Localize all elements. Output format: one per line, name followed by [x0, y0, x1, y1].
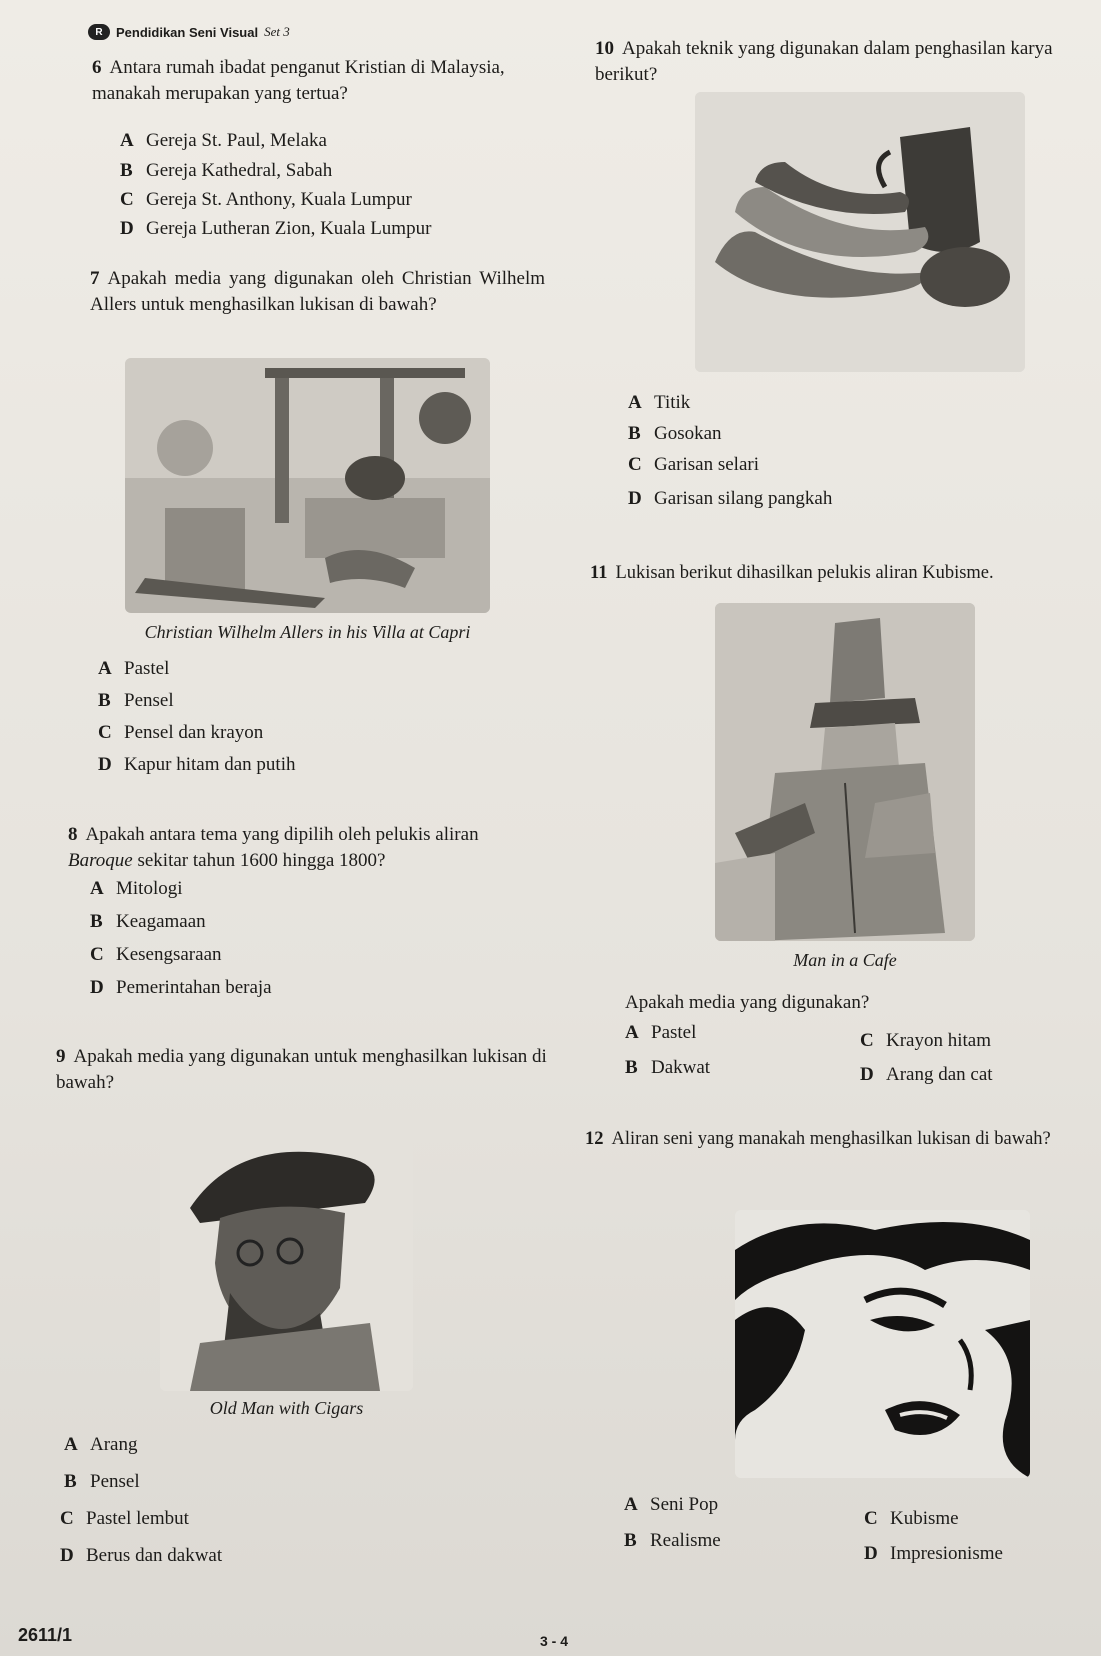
- question-number: 12: [585, 1129, 604, 1149]
- option-text: Pensel: [124, 690, 174, 711]
- q6-option-c[interactable]: [120, 189, 412, 211]
- option-letter: C: [60, 1508, 74, 1529]
- question-12: [585, 1126, 1085, 1152]
- option-letter: A: [628, 392, 642, 413]
- pop-art-image: [735, 1210, 1030, 1478]
- q9-option-d[interactable]: [60, 1545, 222, 1567]
- q12-option-a[interactable]: [624, 1494, 718, 1516]
- man-in-cafe-image: [715, 603, 975, 941]
- option-letter: A: [624, 1494, 638, 1515]
- option-letter: B: [64, 1471, 77, 1492]
- question-number: 10: [595, 38, 614, 59]
- option-text: Realisme: [650, 1530, 721, 1551]
- option-letter: D: [864, 1543, 878, 1564]
- option-letter: A: [625, 1022, 639, 1043]
- option-text: Mitologi: [116, 878, 183, 899]
- q8-option-c[interactable]: [90, 944, 222, 966]
- option-letter: B: [120, 160, 133, 181]
- q11-option-a[interactable]: [625, 1022, 696, 1044]
- question-text: Antara rumah ibadat penganut Kristian di Malaysia, manakah merupakan yang tertua?: [92, 57, 505, 104]
- option-letter: A: [98, 658, 112, 679]
- question-text: Aliran seni yang manakah menghasilkan lukisan di bawah?: [611, 1129, 1051, 1149]
- question-text-italic: Baroque: [68, 850, 133, 871]
- option-letter: D: [120, 218, 134, 239]
- option-letter: B: [90, 911, 103, 932]
- q9-option-b[interactable]: [64, 1471, 140, 1493]
- option-letter: B: [628, 423, 641, 444]
- option-text: Kapur hitam dan putih: [124, 754, 296, 775]
- question-7: [90, 266, 545, 318]
- option-letter: C: [120, 189, 134, 210]
- option-text: Pastel: [124, 658, 170, 679]
- page-number: 3 - 4: [540, 1633, 569, 1649]
- q12-option-c[interactable]: [864, 1508, 959, 1530]
- option-letter: A: [120, 130, 134, 151]
- q10-option-b[interactable]: [628, 423, 722, 445]
- option-letter: C: [860, 1030, 874, 1051]
- old-man-image: [160, 1113, 413, 1391]
- q7-option-a[interactable]: [98, 658, 169, 680]
- banana-jug-sketch-icon: [695, 92, 1025, 372]
- q10-option-d[interactable]: [628, 488, 832, 510]
- page-header: [88, 24, 290, 40]
- option-text: Garisan silang pangkah: [654, 488, 833, 509]
- question-11: [590, 560, 1090, 586]
- q11-option-b[interactable]: [625, 1057, 710, 1079]
- option-text: Pensel: [90, 1471, 140, 1492]
- option-text: Gosokan: [654, 423, 722, 444]
- set-label: Set 3: [264, 24, 290, 39]
- question-6: [92, 55, 562, 107]
- option-letter: C: [628, 454, 642, 475]
- option-letter: D: [98, 754, 112, 775]
- allers-villa-image: [125, 358, 490, 613]
- question-8: [68, 822, 548, 874]
- option-text: Impresionisme: [890, 1543, 1003, 1564]
- q9-caption: Old Man with Cigars: [209, 1398, 364, 1418]
- question-text: Apakah teknik yang digunakan dalam penghasilan karya berikut?: [595, 38, 1053, 85]
- q7-caption: Christian Wilhelm Allers in his Villa at Capri: [144, 622, 471, 642]
- q11-option-c[interactable]: [860, 1030, 991, 1052]
- option-letter: D: [90, 977, 104, 998]
- option-text: Arang dan cat: [886, 1064, 993, 1085]
- question-number: 6: [92, 57, 102, 78]
- q10-option-a[interactable]: [628, 392, 690, 414]
- option-letter: B: [98, 690, 111, 711]
- option-text: Kubisme: [890, 1508, 959, 1529]
- q12-option-b[interactable]: [624, 1530, 721, 1552]
- option-letter: B: [625, 1057, 638, 1078]
- question-10: [595, 36, 1075, 88]
- option-text: Pemerintahan beraja: [116, 977, 272, 998]
- question-number: 9: [56, 1046, 66, 1067]
- option-text: Pensel dan krayon: [124, 722, 264, 743]
- q6-option-a[interactable]: [120, 130, 327, 152]
- question-text: Lukisan berikut dihasilkan pelukis aliran Kubisme.: [615, 563, 994, 583]
- question-number: 11: [590, 563, 608, 583]
- question-9: [56, 1044, 556, 1096]
- q7-option-d[interactable]: [98, 754, 296, 776]
- option-text: Titik: [654, 392, 691, 413]
- q7-option-b[interactable]: [98, 690, 174, 712]
- option-text: Gereja St. Paul, Melaka: [146, 130, 327, 151]
- cubist-man-icon: [715, 603, 975, 941]
- pop-art-face-icon: [735, 1210, 1030, 1478]
- q11-caption: Man in a Cafe: [793, 950, 897, 970]
- still-life-image: [695, 92, 1025, 372]
- option-text: Pastel lembut: [86, 1508, 189, 1529]
- question-text: Apakah media yang digunakan oleh Christian Wilhelm Allers untuk menghasilkan lukisan di bawah?: [90, 268, 545, 315]
- option-text: Garisan selari: [654, 454, 759, 475]
- option-letter: B: [624, 1530, 637, 1551]
- q9-option-c[interactable]: [60, 1508, 189, 1530]
- q10-option-c[interactable]: [628, 454, 759, 476]
- option-text: Kesengsaraan: [116, 944, 222, 965]
- q8-option-a[interactable]: [90, 878, 183, 900]
- option-text: Gereja Kathedral, Sabah: [146, 160, 333, 181]
- option-text: Gereja St. Anthony, Kuala Lumpur: [146, 189, 412, 210]
- q11-option-d[interactable]: [860, 1064, 993, 1086]
- option-text: Arang: [90, 1434, 138, 1455]
- paper-code: 2611/1: [18, 1625, 73, 1645]
- q6-option-b[interactable]: [120, 160, 332, 182]
- q11-subquestion: Apakah media yang digunakan?: [625, 992, 870, 1013]
- q12-option-d[interactable]: [864, 1543, 1003, 1565]
- question-text-rest: sekitar tahun 1600 hingga 1800?: [137, 850, 386, 871]
- villa-sketch-icon: [125, 358, 490, 613]
- option-letter: C: [98, 722, 112, 743]
- option-text: Berus dan dakwat: [86, 1545, 223, 1566]
- option-text: Gereja Lutheran Zion, Kuala Lumpur: [146, 218, 432, 239]
- question-number: 8: [68, 824, 78, 845]
- q8-option-b[interactable]: [90, 911, 206, 933]
- question-text: Apakah media yang digunakan untuk menghasilkan lukisan di bawah?: [56, 1046, 547, 1093]
- option-letter: C: [864, 1508, 878, 1529]
- question-text: Apakah antara tema yang dipilih oleh pelukis aliran: [85, 824, 479, 845]
- publisher-logo: R: [88, 24, 110, 40]
- option-letter: D: [628, 488, 642, 509]
- option-letter: D: [60, 1545, 74, 1566]
- option-text: Seni Pop: [650, 1494, 719, 1515]
- option-letter: C: [90, 944, 104, 965]
- option-letter: A: [64, 1434, 78, 1455]
- q9-option-a[interactable]: [64, 1434, 137, 1456]
- option-text: Pastel: [651, 1022, 697, 1043]
- option-text: Dakwat: [651, 1057, 711, 1078]
- q6-option-d[interactable]: [120, 218, 431, 240]
- option-text: Krayon hitam: [886, 1030, 992, 1051]
- q7-option-c[interactable]: [98, 722, 263, 744]
- option-letter: D: [860, 1064, 874, 1085]
- option-letter: A: [90, 878, 104, 899]
- question-number: 7: [90, 268, 100, 289]
- q8-option-d[interactable]: [90, 977, 272, 999]
- subject-title: Pendidikan Seni Visual: [116, 24, 259, 40]
- option-text: Keagamaan: [116, 911, 206, 932]
- old-man-portrait-icon: [160, 1113, 413, 1391]
